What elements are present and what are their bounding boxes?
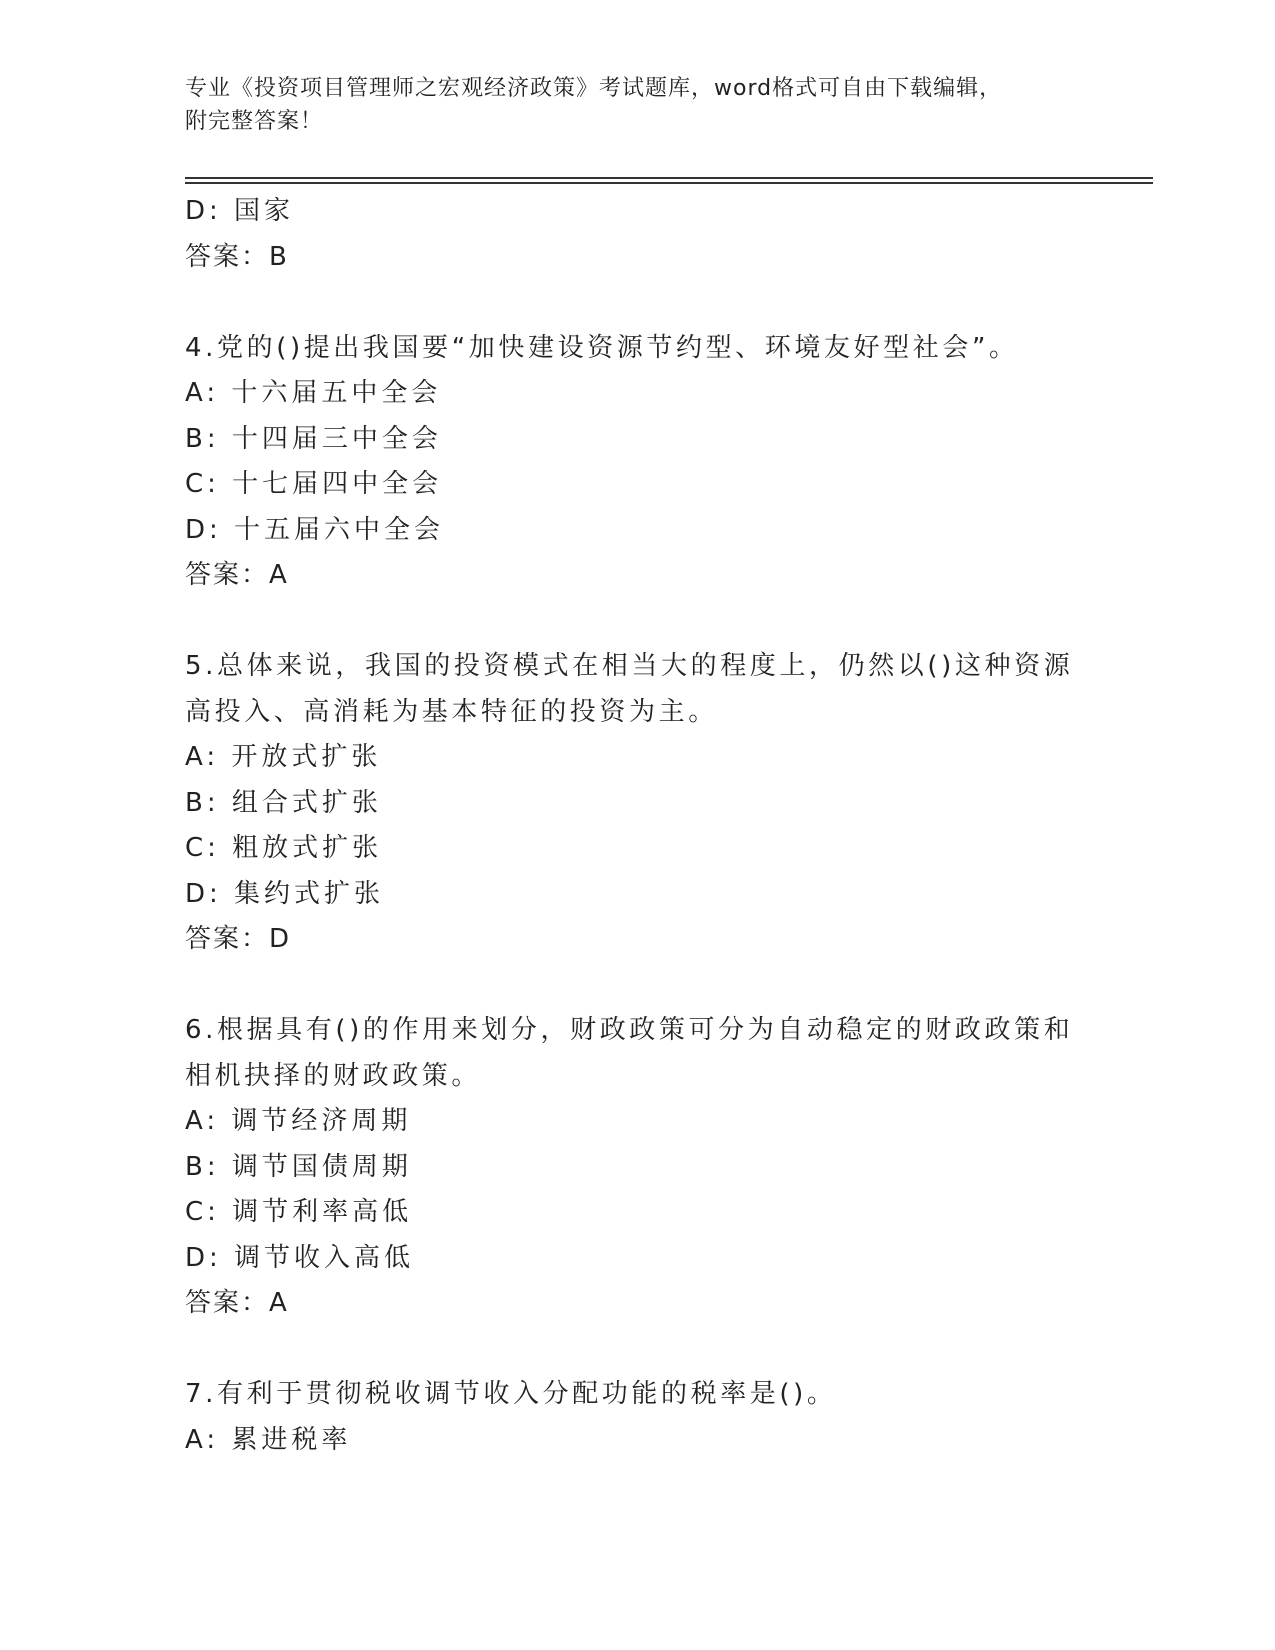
- answer-line: 答案：D: [185, 924, 292, 954]
- question-line: 5.总体来说，我国的投资模式在相当大的程度上，仍然以()这种资源: [185, 651, 1074, 681]
- option-line: A: 开放式扩张: [185, 742, 382, 772]
- spacer: [185, 1327, 1085, 1373]
- option-line: D: 集约式扩张: [185, 878, 385, 909]
- question-line: 高投入、高消耗为基本特征的投资为主。: [185, 696, 718, 727]
- option-line: D: 十五届六中全会: [185, 514, 445, 545]
- question-line: 6.根据具有()的作用来划分，财政政策可分为自动稳定的财政政策和: [185, 1015, 1074, 1045]
- option-line: B: 组合式扩张: [185, 787, 382, 818]
- option-line: A: 累进税率: [185, 1424, 352, 1455]
- header-divider-top: [185, 177, 1153, 179]
- document-header: [185, 72, 1065, 138]
- header-line-2: 附完整答案！: [185, 109, 324, 134]
- option-line: B: 调节国债周期: [185, 1151, 412, 1182]
- option-line: B: 十四届三中全会: [185, 423, 442, 454]
- spacer: [185, 963, 1085, 1009]
- header-divider-bottom: [185, 182, 1153, 184]
- question-line: 4.党的()提出我国要“加快建设资源节约型、环境友好型社会”。: [185, 332, 1019, 363]
- question-line: 7.有利于贯彻税收调节收入分配功能的税率是()。: [185, 1379, 837, 1409]
- answer-line: 答案：A: [185, 560, 289, 590]
- question-list: [185, 189, 1085, 1463]
- option-line: A: 十六届五中全会: [185, 378, 442, 408]
- spacer: [185, 280, 1085, 326]
- option-line: C: 十七届四中全会: [185, 469, 443, 499]
- spacer: [185, 599, 1085, 645]
- option-line: C: 粗放式扩张: [185, 833, 383, 863]
- option-line: C: 调节利率高低: [185, 1197, 413, 1227]
- option-line: A: 调节经济周期: [185, 1106, 412, 1136]
- question-line: 相机抉择的财政政策。: [185, 1060, 482, 1091]
- answer-line: 答案：A: [185, 1288, 289, 1318]
- answer-line: 答案：B: [185, 241, 289, 272]
- option-line: D: 国家: [185, 196, 295, 226]
- header-line-1: 专业《投资项目管理师之宏观经济政策》考试题库，word格式可自由下载编辑，: [185, 76, 1003, 101]
- option-line: D: 调节收入高低: [185, 1242, 415, 1273]
